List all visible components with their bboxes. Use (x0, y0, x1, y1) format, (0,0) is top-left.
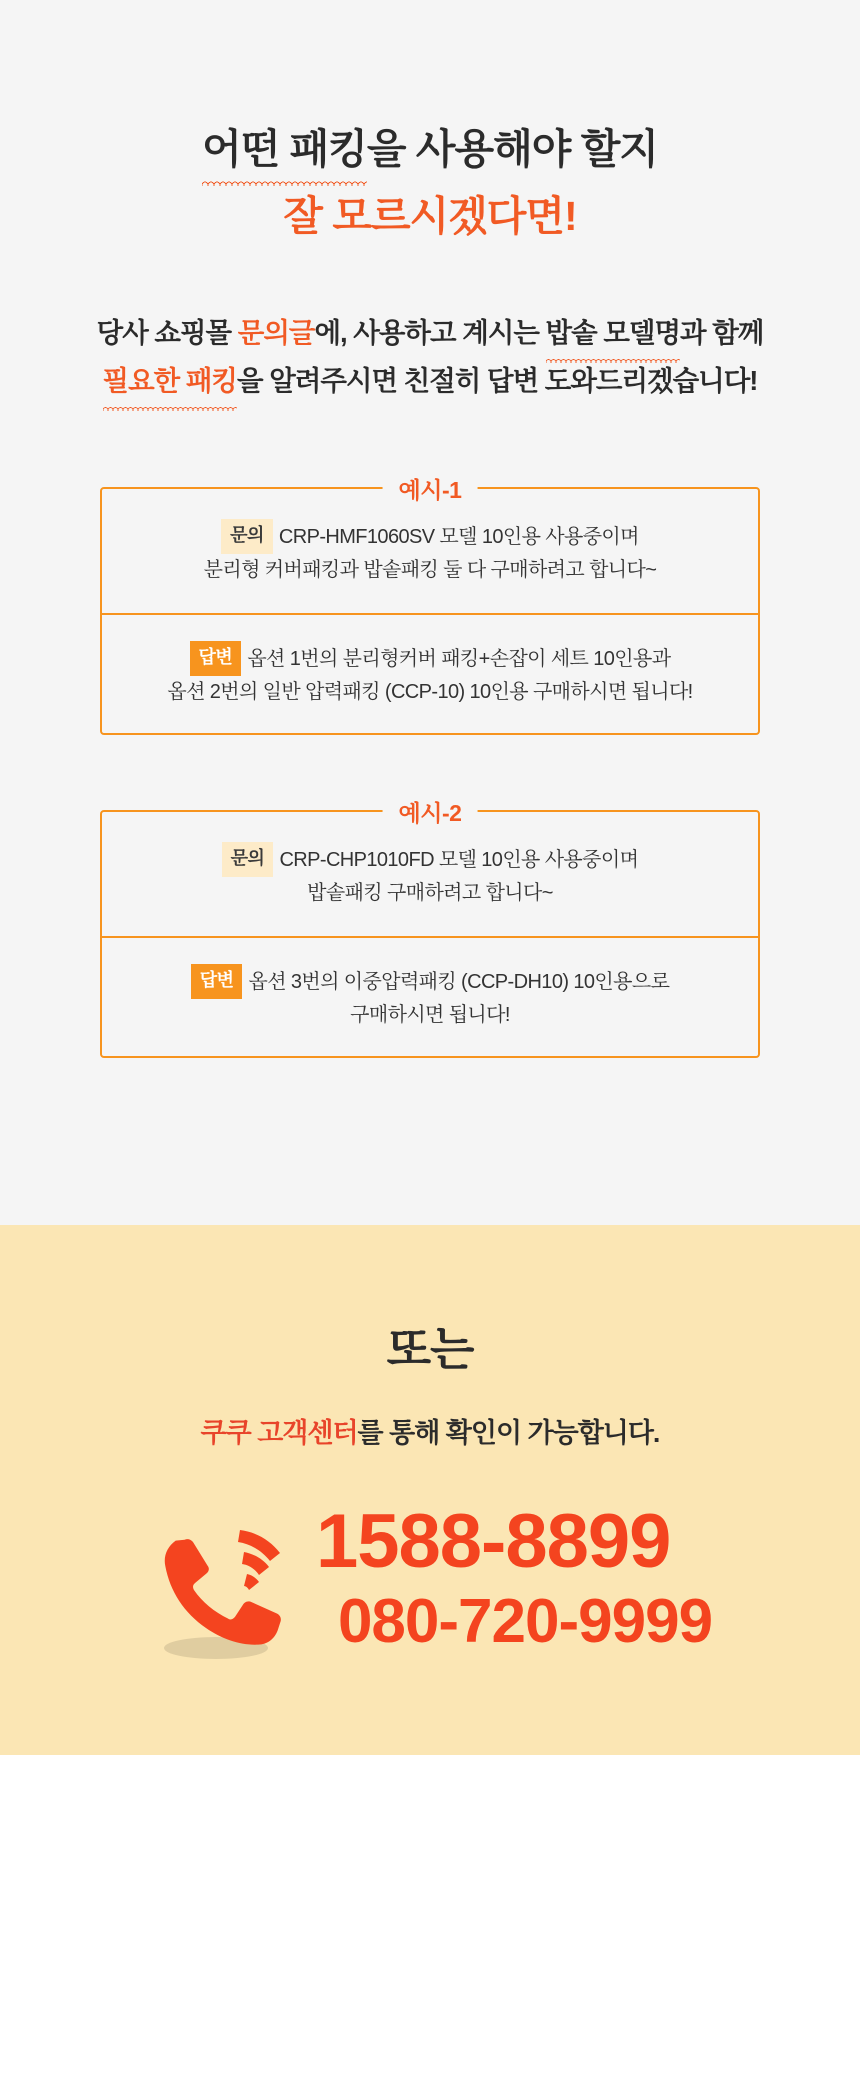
example-1-question (102, 489, 758, 613)
example-1-q-line2: 분리형 커버패킹과 밥솥패킹 둘 다 구매하려고 합니다~ (203, 559, 657, 582)
subhead-l2-b: 을 알려주시면 친절히 답변 도와드리겠습니다! (237, 365, 758, 396)
customer-center-highlight: 쿠쿠 고객센터 (200, 1418, 358, 1448)
subhead-needed-packing: 필요한 패킹 (103, 357, 237, 405)
example-2-a-line1: 옵션 3번의 이중압력패킹 (CCP-DH10) 10인용으로 (248, 971, 670, 994)
example-1-a-line2: 옵션 2번의 일반 압력패킹 (CCP-10) 10인용 구매하시면 됩니다! (167, 681, 693, 704)
subhead-model-name: 밥솥 모델명 (546, 309, 680, 357)
phone-ringing-icon (148, 1514, 298, 1664)
example-1-a-line1: 옵션 1번의 분리형커버 패킹+손잡이 세트 10인용과 (247, 648, 671, 671)
phone-number-secondary[interactable]: 080-720-9999 (337, 1586, 713, 1656)
subhead-l1-e: 과 함께 (680, 316, 764, 348)
question-tag: 문의 (221, 519, 273, 554)
headline-highlight-packing: 어떤 패킹 (202, 120, 367, 179)
page-title (0, 120, 860, 247)
example-2-a-line2: 구매하시면 됩니다! (350, 1004, 510, 1027)
phone-numbers (315, 1499, 713, 1657)
or-title: 또는 (386, 1323, 474, 1375)
example-2-title: 예시-2 (383, 795, 478, 828)
example-2-answer (102, 936, 758, 1056)
example-2-q-line2: 밥솥패킹 구매하려고 합니다~ (307, 882, 553, 905)
phone-block (0, 1499, 860, 1664)
answer-tag: 답변 (191, 964, 243, 999)
example-1-q-line1: CRP-HMF1060SV 모델 10인용 사용중이며 (278, 526, 639, 549)
headline-line1-rest: 을 사용해야 할지 (366, 126, 658, 172)
example-1-answer (102, 613, 758, 733)
example-2-q-line1: CRP-CHP1010FD 모델 10인용 사용중이며 (279, 849, 639, 872)
example-1-title: 예시-1 (383, 472, 478, 505)
footer-spacer (0, 1755, 860, 2077)
example-block-2 (100, 800, 760, 1058)
instruction-text (0, 309, 860, 405)
subhead-l1-a: 당사 쇼핑몰 (96, 316, 238, 348)
question-tag: 문의 (222, 842, 274, 877)
headline-line2: 잘 모르시겠다면! (283, 193, 577, 240)
subhead-l1-c: 에, 사용하고 계시는 (314, 316, 546, 348)
customer-center-section (0, 1225, 860, 1755)
example-2-question (102, 812, 758, 936)
customer-center-rest: 를 통해 확인이 가능합니다. (357, 1418, 660, 1448)
example-block-1 (100, 477, 760, 735)
subhead-inquiry-link: 문의글 (237, 316, 315, 348)
customer-center-text (0, 1411, 860, 1450)
answer-tag: 답변 (190, 641, 242, 676)
phone-number-primary[interactable]: 1588-8899 (315, 1499, 671, 1584)
